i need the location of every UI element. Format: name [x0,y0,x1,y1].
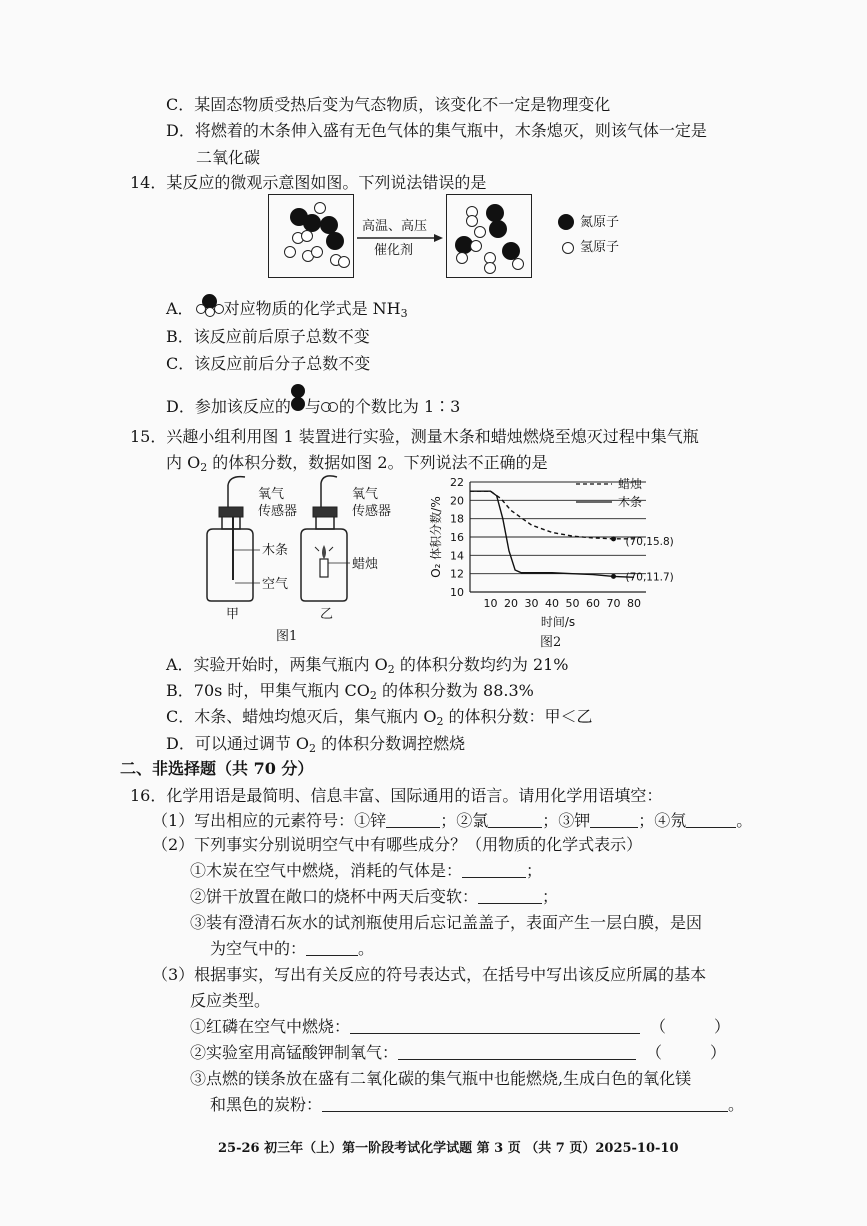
fig1-candle-label: 蜡烛 [352,557,379,572]
y-axis-label: O₂ 体积分数/% [429,496,443,578]
q16-part3-1: ①红磷在空气中燃烧： （ ） [190,1017,731,1036]
x-tick-label: 80 [627,597,641,610]
fig2-caption: 图2 [540,635,562,650]
blank-chlorine[interactable] [488,813,542,828]
q16-part1: （1）写出相应的元素符号：①锌 ；②氯 ；③钾 ；④氖 。 [152,811,753,830]
x-tick-label: 40 [545,597,559,610]
legend-n-icon [558,214,574,230]
q15-option-d: D．可以通过调节 $O_2$ 的体积分数调控燃烧 [166,734,466,755]
legend-label: 木条 [618,495,643,509]
blank-zinc[interactable] [386,813,440,828]
q15-option-b: B．70s 时，甲集气瓶内 $CO_2$ 的体积分数为 88.3% [166,681,534,702]
y-tick-label: 20 [450,494,464,508]
h-atom [284,246,296,258]
h-atom [311,246,323,258]
q16-part3-line1: （3）根据事实，写出有关反应的符号表达式，在括号中写出该反应所属的基本 [152,965,707,984]
blank-3-2-equation[interactable] [398,1045,636,1060]
h-atom [301,230,313,242]
series-line-2 [470,491,634,577]
fig1-air-label: 空气 [262,577,289,592]
condition-top: 高温、高压 [362,219,428,234]
q16-part2-1: ①木炭在空气中燃烧，消耗的气体是： ； [190,861,543,880]
fig1-caption: 图1 [276,629,298,644]
x-tick-label: 10 [483,597,498,610]
x-tick-label: 50 [565,597,580,610]
q16-part2: （2）下列事实分别说明空气中有哪些成分？（用物质的化学式表示） [152,835,643,854]
fig1-yi-label: 乙 [320,607,334,622]
x-tick-label: 70 [606,597,621,610]
q16-stem: 16．化学用语是最简明、信息丰富、国际通用的语言。请用化学用语填空： [130,786,663,805]
y-tick-label: 16 [450,531,464,544]
q13-option-c: C．某固态物质受热后变为气态物质，该变化不一定是物理变化 [166,95,611,114]
h-atom [484,262,496,274]
legend-h-icon [562,242,574,254]
h-atom [470,240,482,252]
q16-part3-3-line2: 和黑色的炭粉： 。 [210,1095,745,1114]
q13-option-d-line1: D．将燃着的木条伸入盛有无色气体的集气瓶中，木条熄灭，则该气体一定是 [166,121,707,140]
q16-part2-2: ②饼干放置在敞口的烧杯中两天后变软： ； [190,887,559,906]
x-tick-label: 60 [586,597,600,610]
q16-part2-3-line2: 为空气中的： 。 [210,939,375,958]
nh3-molecule-icon [194,298,224,316]
series-end-label: (70,15.8) [625,535,674,548]
q15-option-c: C．木条、蜡烛均熄灭后，集气瓶内 $O_2$ 的体积分数：甲＜乙 [166,707,593,728]
h-atom [456,252,468,264]
blank-2-2[interactable] [478,889,542,904]
h2-molecule-icon [321,400,339,412]
page-footer: 25-26 初三年（上）第一阶段考试化学试题 第 3 页 （共 7 页）2025-10-10 [218,1141,679,1156]
h-atom [314,202,326,214]
h-atom [474,226,486,238]
n-atom [326,232,344,250]
q16-part3-3-line1: ③点燃的镁条放在盛有二氧化碳的集气瓶中也能燃烧,生成白色的氧化镁 [190,1069,692,1088]
series-point-70 [611,536,616,541]
q14-option-b: B．该反应前后原子总数不变 [166,327,370,346]
q15-stem-line1: 15．兴趣小组利用图 1 装置进行实验，测量木条和蜡烛燃烧至熄灭过程中集气瓶 [130,427,699,446]
section-2-title: 二、非选择题（共 70 分） [120,759,314,778]
y-tick-label: 12 [450,567,464,581]
h-atom [338,256,350,268]
q14-option-c: C．该反应前后分子总数不变 [166,354,371,373]
h-atom [512,258,524,270]
legend-h-label: 氢原子 [580,240,620,255]
h-atom [466,215,478,227]
x-tick-label: 30 [524,597,539,610]
blank-potassium[interactable] [590,813,638,828]
fig1-sensor-label-yi: 氧气 传感器 [352,487,392,519]
condition-bottom: 催化剂 [374,243,414,258]
n2-molecule-icon [291,394,305,416]
series-end-label: (70,11.7) [625,571,674,584]
blank-2-1[interactable] [462,863,526,878]
blank-3-1-equation[interactable] [350,1019,640,1034]
blank-neon[interactable] [686,813,736,828]
q15-option-a: A．实验开始时，两集气瓶内 $O_2$ 的体积分数均约为 21% [166,655,569,676]
series-line-1 [470,491,634,539]
series-point-70 [611,574,616,579]
legend-n-label: 氮原子 [580,215,620,230]
q16-part3-2: ②实验室用高锰酸钾制氧气： （ ） [190,1043,727,1062]
q14-option-d: D．参加该反应的 与 的个数比为 1∶3 [166,394,460,418]
fig1-sensor-label-jia: 氧气 传感器 [258,487,298,519]
q14-stem: 14．某反应的微观示意图如图。下列说法错误的是 [130,173,487,192]
y-tick-label: 14 [450,549,464,563]
y-tick-label: 18 [450,512,464,526]
q13-option-d-line2: 二氧化碳 [196,148,261,167]
y-tick-label: 22 [450,476,464,489]
q16-part2-3-line1: ③装有澄清石灰水的试剂瓶使用后忘记盖盖子，表面产生一层白膜，是因 [190,913,703,932]
q16-part3-line2: 反应类型。 [190,991,271,1010]
x-tick-label: 20 [504,597,518,610]
legend-label: 蜡烛 [618,477,643,491]
n-atom [489,220,507,238]
y-tick-label: 10 [450,586,464,599]
blank-2-3[interactable] [306,941,358,956]
gas-bottles-drawing [195,475,435,610]
blank-3-3-equation[interactable] [322,1097,728,1112]
q14-option-a: A． 对应物质的化学式是 $NH_3$ [166,298,408,325]
q15-stem-line2: 内 $O_2$ 的体积分数，数据如图 2。下列说法不正确的是 [166,453,548,474]
fig1-jia-label: 甲 [226,607,240,622]
fig1-wood-label: 木条 [262,543,289,558]
x-axis-label: 时间/s [540,615,576,629]
